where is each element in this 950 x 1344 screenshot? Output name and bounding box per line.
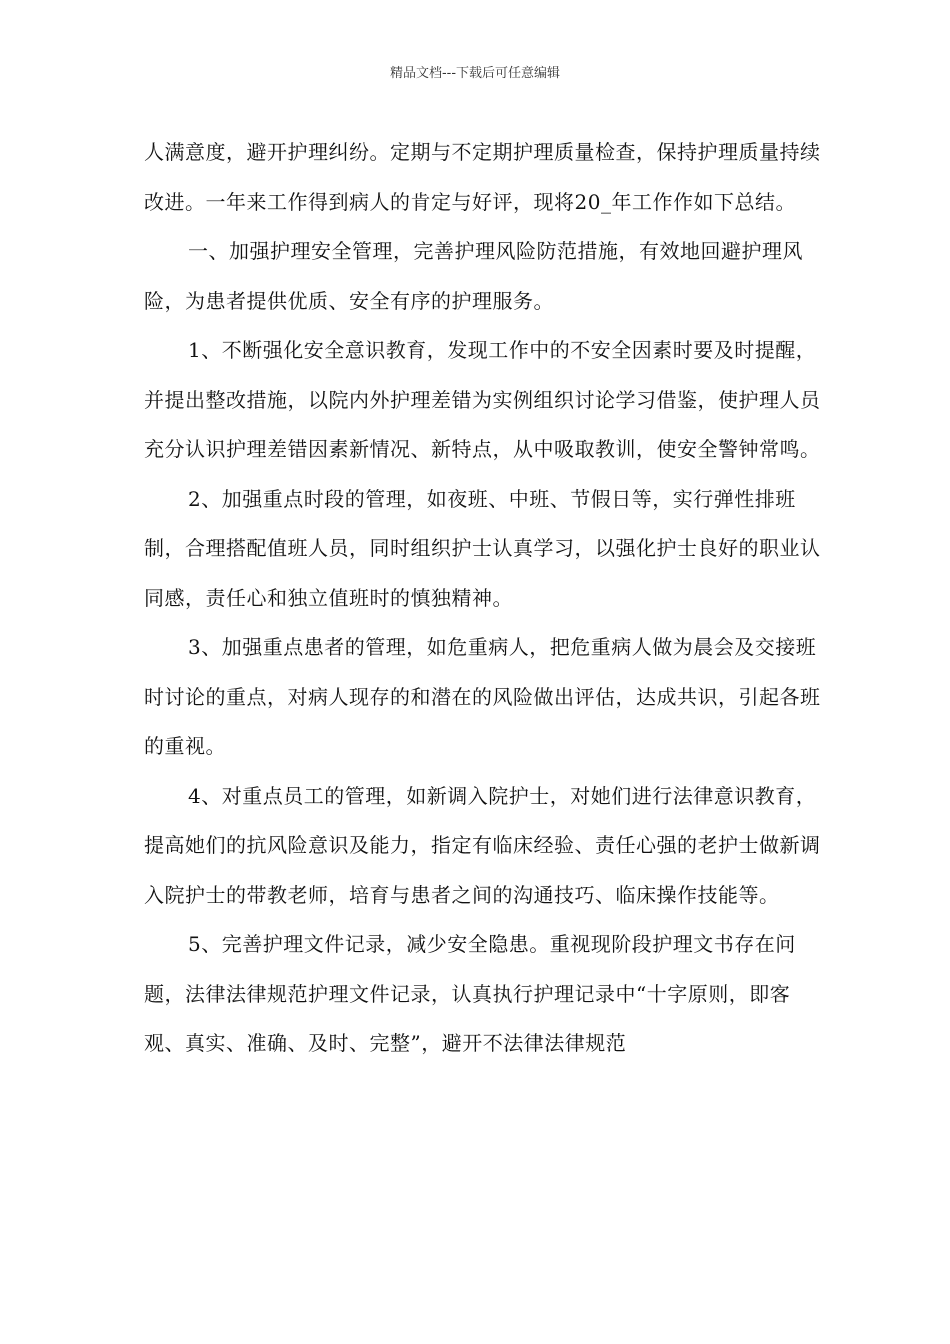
paragraph-item-1: 1、不断强化安全意识教育，发现工作中的不安全因素时要及时提醒，并提出整改措施，以院内外护理差错为实例组织讨论学习借鉴，使护理人员充分认识护理差错因素新情况、新特点，从中吸取教训，使安全警钟常鸣。: [144, 338, 821, 461]
paragraph-item-3: 3、加强重点患者的管理，如危重病人，把危重病人做为晨会及交接班时讨论的重点，对病人现存的和潜在的风险做出评估，达成共识，引起各班的重视。: [144, 635, 821, 758]
paragraph-section-1: 一、加强护理安全管理，完善护理风险防范措施，有效地回避护理风险，为患者提供优质、安全有序的护理服务。: [144, 239, 803, 313]
paragraph-continuation: 人满意度，避开护理纠纷。定期与不定期护理质量检查，保持护理质量持续改进。一年来工作得到病人的肯定与好评，现将20_年工作作如下总结。: [144, 140, 821, 214]
page-header: 精品文档---下载后可任意编辑: [389, 66, 561, 81]
paragraph-item-5: 5、完善护理文件记录，减少安全隐患。重视现阶段护理文书存在问题，法律法律规范护理文件记录，认真执行护理记录中“十字原则，即客观、真实、准确、及时、完整”，避开不法律法律规范: [144, 932, 796, 1055]
document-body: [144, 128, 824, 1069]
paragraph-item-4: 4、对重点员工的管理，如新调入院护士，对她们进行法律意识教育，提高她们的抗风险意识及能力，指定有临床经验、责任心强的老护士做新调入院护士的带教老师，培育与患者之间的沟通技巧、临床操作技能等。: [144, 783, 821, 907]
paragraph-item-2: 2、加强重点时段的管理，如夜班、中班、节假日等，实行弹性排班制，合理搭配值班人员，同时组织护士认真学习，以强化护士良好的职业认同感，责任心和独立值班时的慎独精神。: [144, 486, 821, 610]
